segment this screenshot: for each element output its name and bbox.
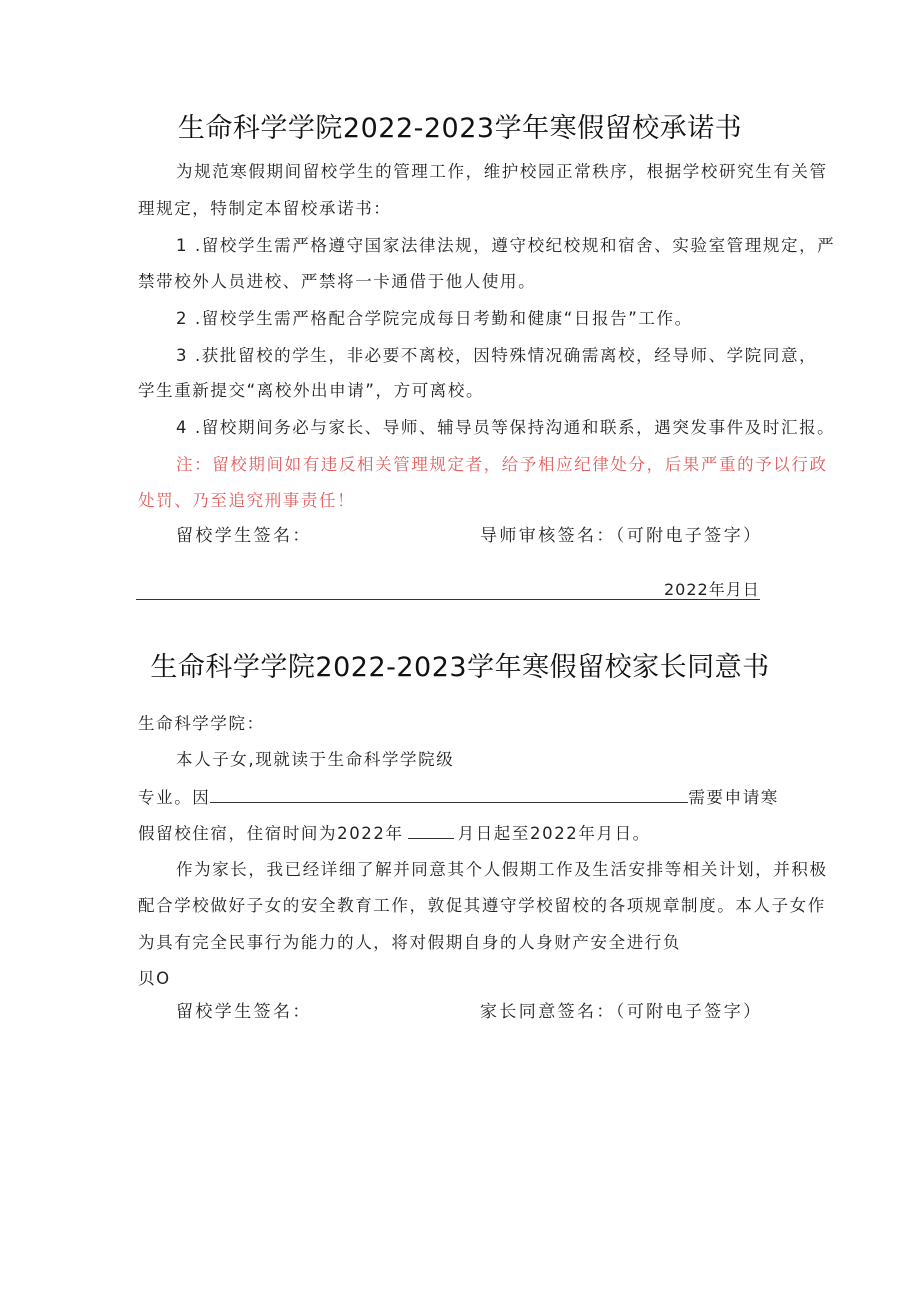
pledge-item3-line1: 3 .获批留校的学生，非必要不离校，因特殊情况确需离校，经导师、学院同意， xyxy=(176,346,818,365)
pledge-title: 生命科学学院2022-2023学年寒假留校承诺书 xyxy=(177,113,743,144)
consent-line2-suffix: 需要申请寒 xyxy=(688,788,779,807)
pledge-date: 2022年月日 xyxy=(664,580,760,599)
consent-line3-prefix: 假留校住宿，住宿时间为2022年 xyxy=(138,824,404,843)
start-month-blank xyxy=(408,823,454,839)
pledge-note-line1: 注：留校期间如有违反相关管理规定者，给予相应纪律处分，后果严重的予以行政 xyxy=(176,455,828,474)
consent-line3-suffix: 月日起至2022年月日。 xyxy=(457,824,651,843)
pledge-advisor-sign-label: 导师审核签名：（可附电子签字） xyxy=(480,526,763,546)
pledge-item3-line2: 学生重新提交“离校外出申请”，方可离校。 xyxy=(138,381,485,400)
consent-body-line2: 配合学校做好子女的安全教育工作，敦促其遵守学校留校的各项规章制度。本人子女作 xyxy=(138,896,826,915)
section-divider xyxy=(136,599,760,600)
pledge-note-line2: 处罚、乃至追究刑事责任！ xyxy=(138,491,356,510)
pledge-student-sign-label: 留校学生签名： xyxy=(176,526,312,546)
pledge-intro-line2: 理规定，特制定本留校承诺书： xyxy=(138,199,392,218)
consent-body-line1: 作为家长，我已经详细了解并同意其个人假期工作及生活安排等相关计划，并积极 xyxy=(176,860,828,879)
consent-line2 xyxy=(138,787,779,808)
consent-body-line4: 贝O xyxy=(138,969,171,988)
consent-line3 xyxy=(138,823,651,844)
consent-title: 生命科学学院2022-2023学年寒假留校家长同意书 xyxy=(150,652,770,683)
consent-line2-prefix: 专业。因 xyxy=(138,788,211,807)
pledge-intro-line1: 为规范寒假期间留校学生的管理工作，维护校园正常秩序，根据学校研究生有关管 xyxy=(176,162,828,181)
consent-addressee: 生命科学学院： xyxy=(138,714,265,733)
consent-body-line3: 为具有完全民事行为能力的人，将对假期自身的人身财产安全进行负 xyxy=(138,933,681,952)
consent-parent-sign-label: 家长同意签名：（可附电子签字） xyxy=(480,1002,763,1022)
pledge-item2-line1: 2 .留校学生需严格配合学院完成每日考勤和健康“日报告”工作。 xyxy=(176,309,693,328)
pledge-item4-line1: 4 .留校期间务必与家长、导师、辅导员等保持沟通和联系，遇突发事件及时汇报。 xyxy=(176,418,836,437)
pledge-item1-line2: 禁带校外人员进校、严禁将一卡通借于他人使用。 xyxy=(138,272,537,291)
consent-student-sign-label: 留校学生签名： xyxy=(176,1002,312,1022)
reason-blank xyxy=(210,787,688,803)
pledge-item1-line1: 1 .留校学生需严格遵守国家法律法规，遵守校纪校规和宿舍、实验室管理规定，严 xyxy=(176,236,836,255)
consent-line1: 本人子女,现就读于生命科学学院级 xyxy=(176,750,455,769)
